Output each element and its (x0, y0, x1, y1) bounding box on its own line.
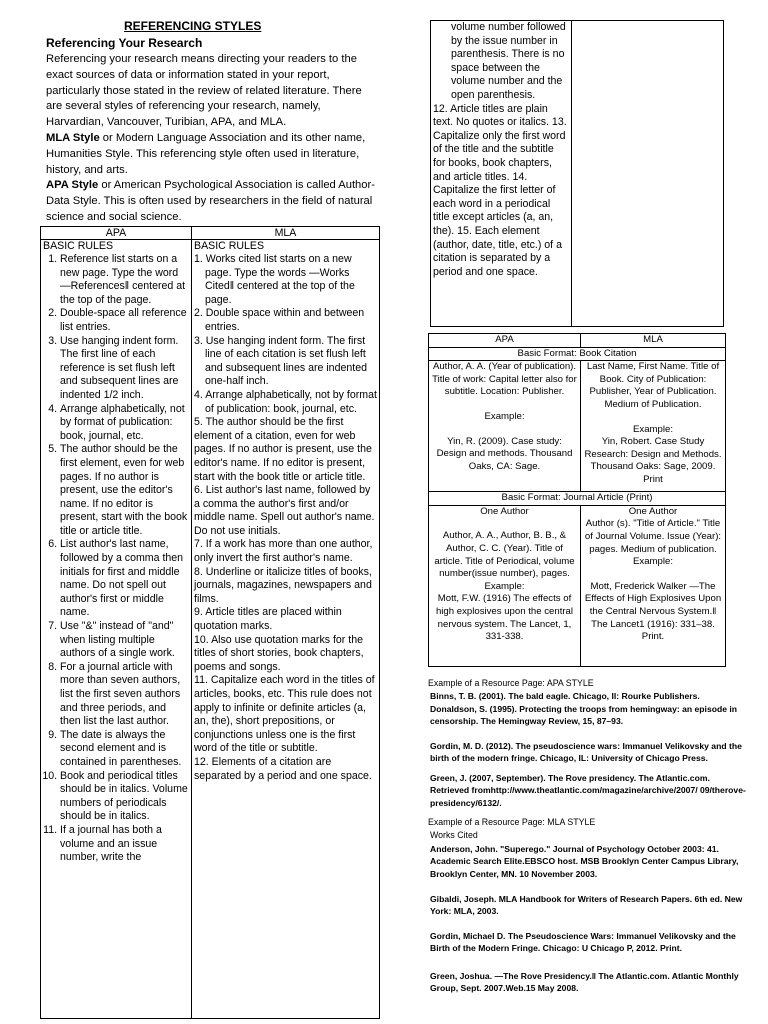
one-author-label: One Author (628, 505, 678, 517)
mla-rule: 3. Use hanging indent form. The first line of each citation is set flush left and subsequent lines are indented one-half inch. (194, 334, 367, 388)
mla-basic-rules-label: BASIC RULES (194, 240, 265, 252)
book-mla-example: Yin, Robert. Case Study Research: Design and Methods. Thousand Oaks: Sage, 2009. Print (584, 436, 722, 485)
mla-description (46, 131, 376, 178)
apa-rule: 10. Book and periodical titles should be in italics. Volume numbers of periodicals should be in italics. (60, 770, 189, 824)
mla-resource-label: Example of a Resource Page: MLA STYLE (428, 817, 596, 827)
mla-rule: 8. Underline or italicize titles of books, journals, magazines, newspapers and films. (194, 565, 372, 605)
section-heading: Referencing Your Research (46, 36, 203, 50)
book-mla-cell (581, 361, 726, 492)
mla-rule: 1. Works cited list starts on a new page. Type the words ―Works Cited‖ centered at the top of the page. (194, 253, 355, 306)
mla-rule: 7. If a work has more than one author, only invert the first author's name. (194, 538, 373, 565)
apa-rule-continued: volume number followed by the issue number in parenthesis. There is no space between the volume number and the open parenthesis. (451, 21, 566, 101)
reference-entry: Green, Joshua. ―The Rove Presidency.‖ The Atlantic.com. Atlantic Monthly Group, Sept. 2007.Web.15 May 2008. (430, 971, 739, 994)
apa-rules-list (43, 253, 189, 865)
reference-entry: Anderson, John. "Superego." Journal of Psychology October 2003: 41. Academic Search Elite.EBSCO host. MSB Brooklyn Center Campus Library, Brooklyn Center, MN. 10 November 2003. (430, 844, 739, 879)
works-cited-heading: Works Cited (430, 830, 478, 840)
mla-rule: 10. Also use quotation marks for the titles of short stories, book chapters, poems and songs. (194, 633, 364, 673)
apa-rule: 7. Use "&" instead of "and" when listing multiple authors of a single work. (60, 620, 189, 661)
apa-description (46, 178, 376, 225)
apa-rule: 11. If a journal has both a volume and an issue number, write the (60, 824, 189, 865)
apa-term: APA Style (46, 179, 99, 192)
apa-basic-rules-label: BASIC RULES (43, 240, 114, 252)
apa-rule: 5. The author should be the first element, even for web pages. If no author is present, use the editor's name. If no editor is present, start with the book title or article title. (60, 443, 189, 538)
journal-mla-format: Author (s). "Title of Article." Title of Journal Volume. Issue (Year): pages. Medium of publication. (584, 518, 722, 555)
mla-rule: 9. Article titles are placed within quotation marks. (194, 606, 342, 633)
mla-rule: 5. The author should be the first element of a citation, even for web pages. If no author is present, use the editor's name. If no editor is present, start with the book title or article title. (194, 416, 372, 483)
reference-entry: Binns, T. B. (2001). The bald eagle. Chicago, Il: Rourke Publishers. (430, 691, 700, 701)
example-label: Example: (484, 580, 525, 592)
book-format-header: Basic Format: Book Citation (429, 347, 726, 361)
book-mla-format: Last Name, First Name. Title of Book. City of Publication: Publisher, Year of Publication. Medium of Publication. (586, 361, 720, 410)
mla-rule: 12. Elements of a citation are separated by a period and one space. (194, 755, 372, 782)
one-author-label: One Author (480, 505, 529, 517)
journal-apa-format: Author, A. A., Author, B. B., & Author, C. C. (Year). Title of article. Title of Periodical, volume number(issue number), pages. (434, 530, 575, 580)
apa-rule: 4. Arrange alphabetically, not by format of publication: book, journal, etc. (60, 403, 189, 444)
apa-rule: 2. Double-space all reference list entries. (60, 307, 189, 334)
reference-entry: Gibaldi, Joseph. MLA Handbook for Writers of Research Papers. 6th ed. New York: MLA, 2003. (430, 894, 743, 917)
journal-apa-cell (429, 505, 581, 666)
mla-rule: 6. List author's last name, followed by a comma the author's first and/or middle name. Spell out author's name. Do not use initials. (194, 484, 375, 537)
basic-rules-table (40, 226, 380, 1019)
apa-rule: 3. Use hanging indent form. The first line of each reference is set flush left and subsequent lines are indented 1/2 inch. (60, 335, 189, 403)
apa-rule: 9. The date is always the second element and is contained in parentheses. (60, 729, 189, 770)
example-label: Example: (633, 556, 673, 568)
mla-text: or Modern Language Association and its other name, Humanities Style. This referencing style often used in literature, history, and arts. (46, 131, 366, 176)
col-header-mla: MLA (581, 334, 726, 348)
journal-mla-example: Mott, Frederick Walker ―The Effects of High Explosives Upon the Central Nervous System.‖ The Lancet1 (1916): 331–38. Print. (584, 580, 722, 643)
col-header-mla: MLA (192, 227, 380, 240)
journal-mla-cell (581, 505, 726, 666)
rules-continued-box (430, 20, 724, 327)
book-apa-cell (429, 361, 581, 492)
apa-resource-label: Example of a Resource Page: APA STYLE (428, 678, 594, 688)
apa-rules-cell (41, 240, 192, 1019)
page-title: REFERENCING STYLES (124, 19, 262, 33)
col-header-apa: APA (429, 334, 581, 348)
book-apa-format: Author, A. A. (Year of publication). Title of work: Capital letter also for subtitle. Location: Publisher. (432, 361, 577, 398)
mla-rule: 4. Arrange alphabetically, not by format of publication: book, journal, etc. (194, 388, 377, 415)
apa-rule: 1. Reference list starts on a new page. Type the word ―References‖ centered at the top of the page. (60, 253, 189, 307)
col-header-apa: APA (41, 227, 192, 240)
example-label: Example: (633, 423, 673, 435)
intro-text (46, 52, 376, 226)
example-label: Example: (484, 410, 525, 422)
mla-rule: 2. Double space within and between entries. (194, 307, 365, 333)
apa-rule: 6. List author's last name, followed by a comma then initials for first and middle name. Do not spell out author's first or middle name. (60, 538, 189, 620)
intro-paragraph: Referencing your research means directing your readers to the exact sources of data or information stated in your report, particularly those stated in the review of related literature. There are several styles of referencing your research, namely, Harvardian, Vancouver, Turibian, APA, and MLA. (46, 53, 362, 129)
apa-text: or American Psychological Association is called Author-Data Style. This is often used by researchers in the field of natural science and social science. (46, 179, 375, 223)
journal-apa-example: Mott, F.W. (1916) The effects of high explosives upon the central nervous system. The Lancet, 1, 331-338. (435, 593, 574, 643)
mla-term: MLA Style (46, 131, 100, 144)
apa-rules-12-15: 12. Article titles are plain text. No quotes or italics. 13. Capitalize only the first word of the title and the subtitle for books, book chapters, and article titles. 14. Capitalize the first letter of each word in a periodical title except articles (a, an, the). 15. Each element (author, date, title, etc.) of a citation is separated by a period and one space. (433, 102, 567, 278)
reference-entry: Gordin, M. D. (2012). The pseudoscience wars: Immanuel Velikovsky and the birth of the modern fringe. Chicago, IL: University of Chicago Press. (430, 741, 742, 764)
citation-format-table (428, 333, 726, 667)
reference-entry: Donaldson, S. (1995). Protecting the troops from hemingway: an episode in censorship. The Hemingway Review, 15, 87–93. (430, 704, 738, 727)
book-apa-example: Yin, R. (2009). Case study: Design and methods. Thousand Oaks, CA: Sage. (436, 435, 573, 472)
mla-rules-cell (192, 240, 380, 1019)
reference-entry: Gordin, Michael D. The Pseudoscience Wars: Immanuel Velikovsky and the Birth of the Modern Fringe. Chicago: U Chicago P, 2012. Print. (430, 931, 736, 954)
journal-format-header: Basic Format: Journal Article (Print) (429, 492, 726, 506)
reference-entry: Green, J. (2007, September). The Rove presidency. The Atlantic.com. Retrieved fromhttp://www.theatlantic.com/magazine/archive/2007/ 09/therove-presidency/6132/. (430, 773, 746, 808)
apa-rules-continued (431, 21, 572, 326)
mla-rule: 11. Capitalize each word in the titles of articles, books, etc. This rule does not apply to infinite or definite articles (a, an, the), short prepositions, or conjunctions unless one is the first word of the title or subtitle. (194, 674, 375, 755)
apa-rule: 8. For a journal article with more than seven authors, list the first seven authors and three periods, and then list the last author. (60, 661, 189, 729)
